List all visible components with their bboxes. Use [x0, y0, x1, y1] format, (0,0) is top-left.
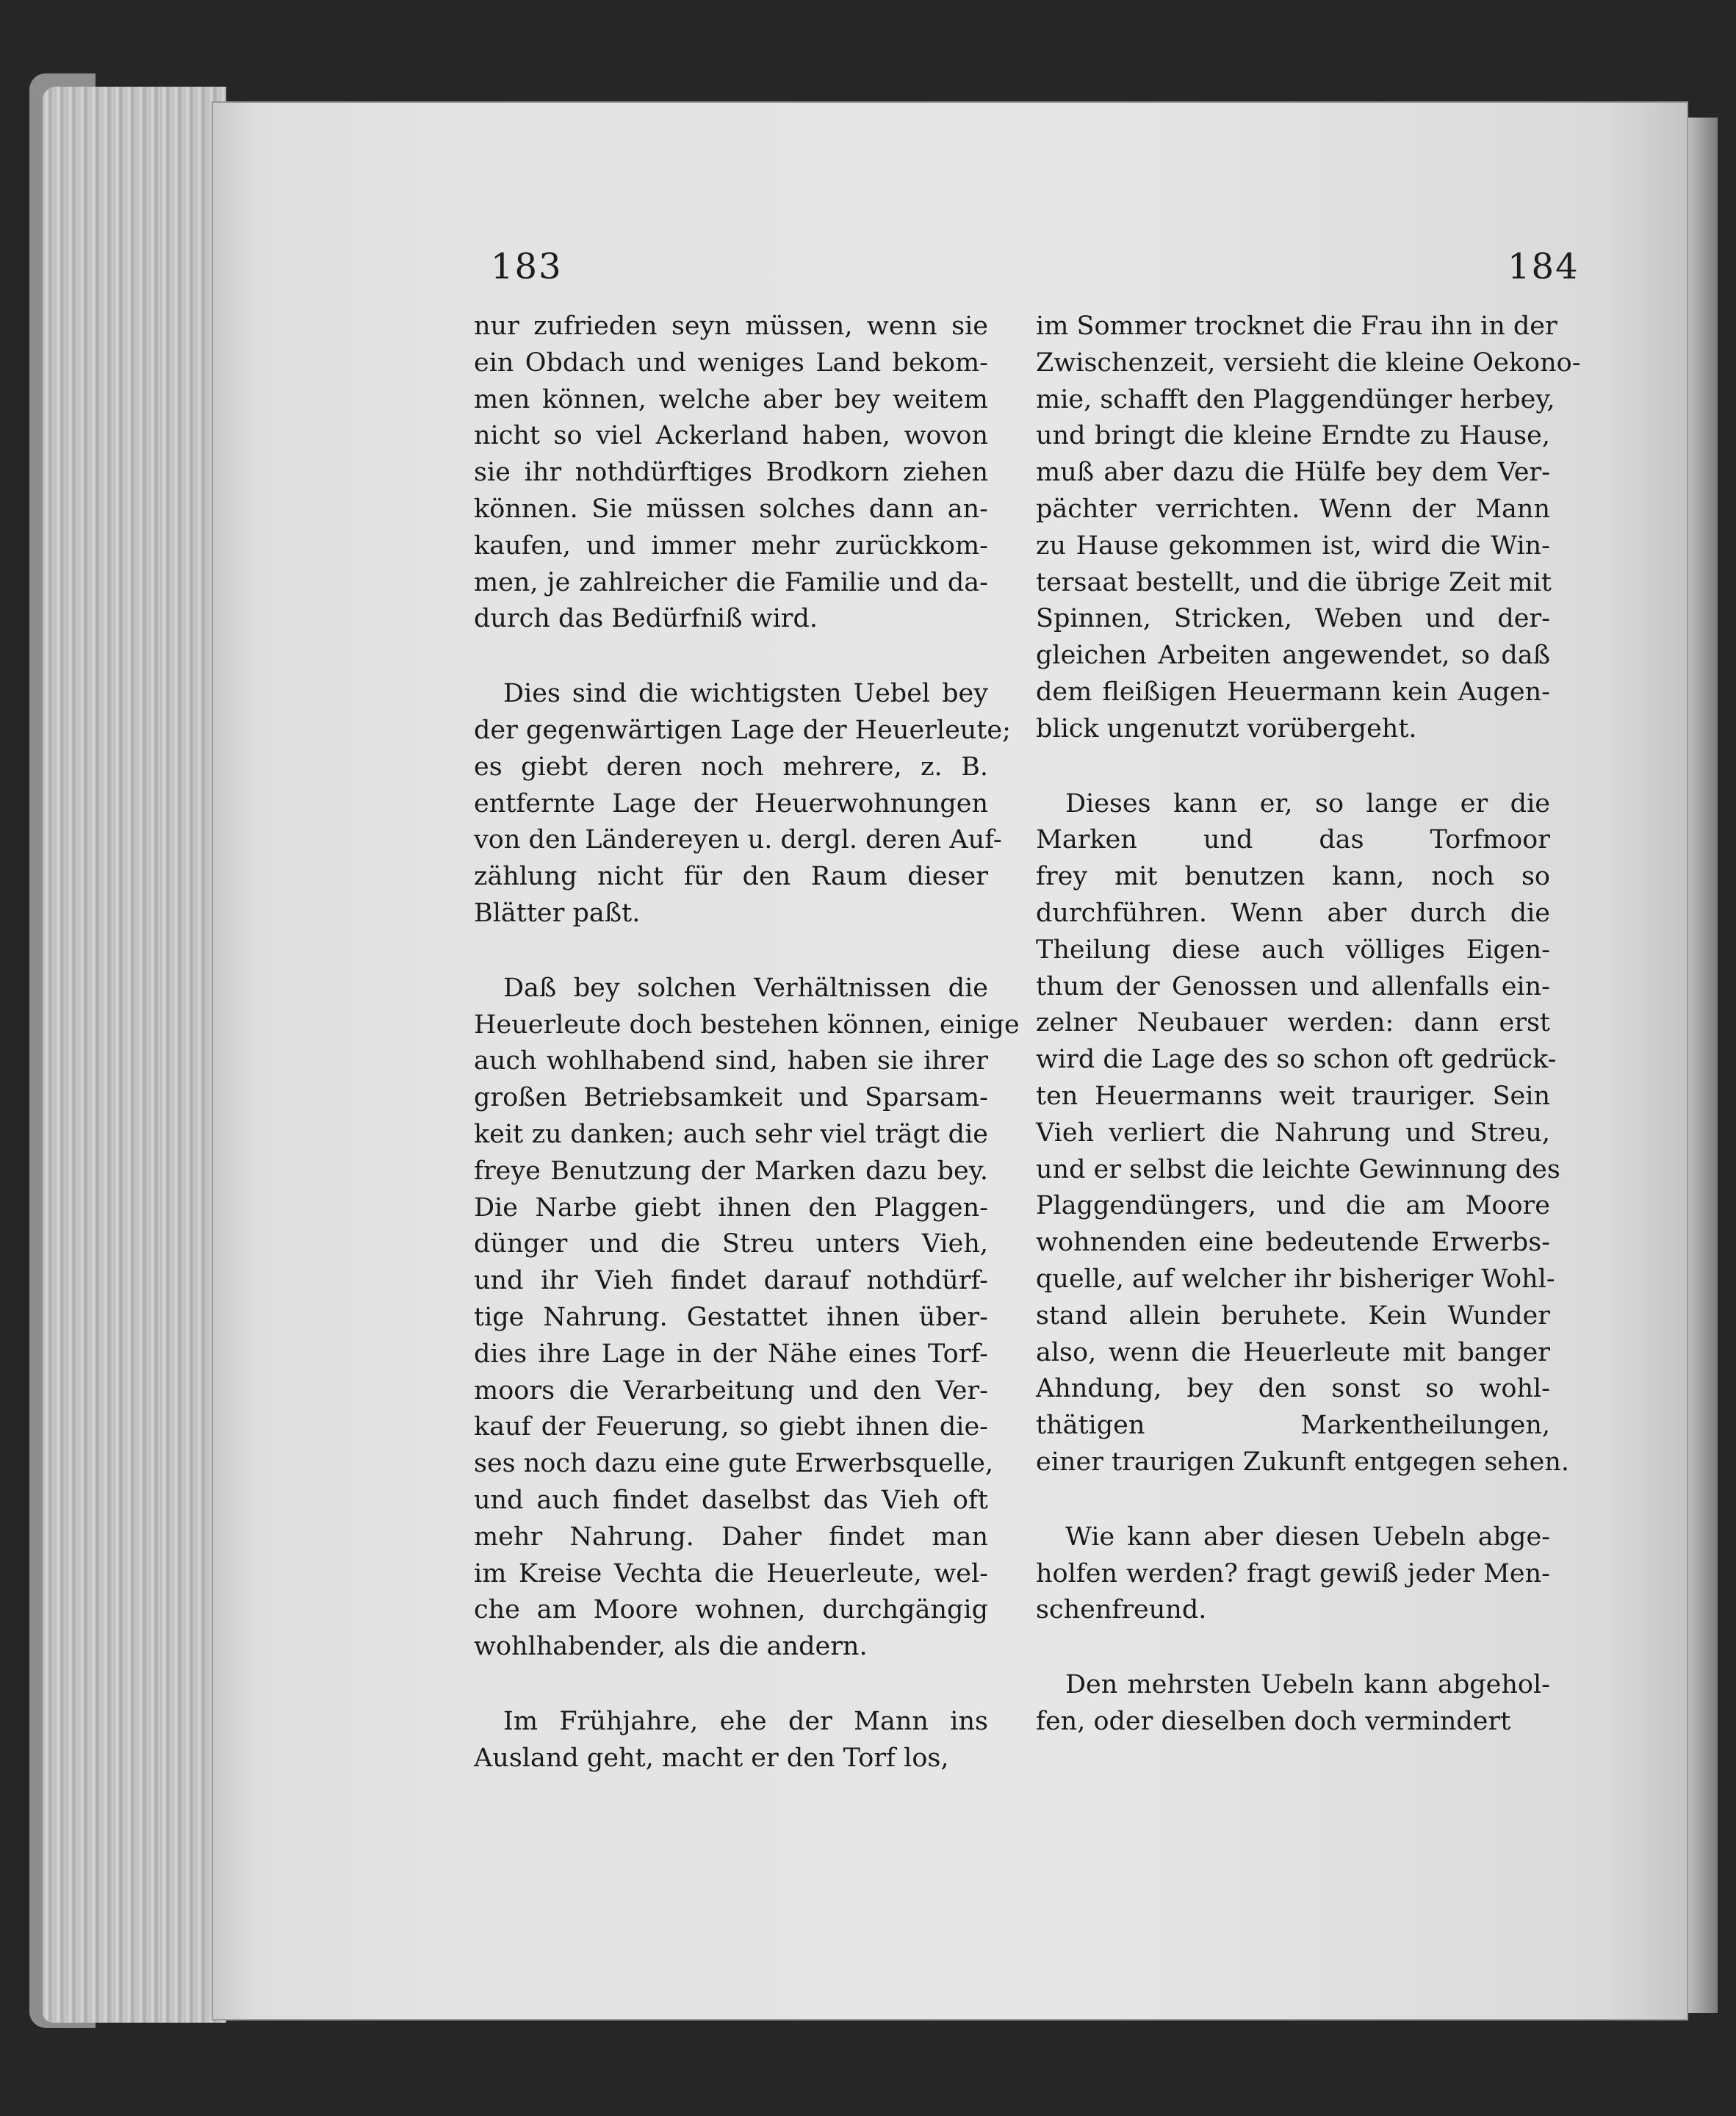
facing-page-edge — [1688, 118, 1718, 2013]
text-line: ten Heuermanns weit trauriger. Sein — [1036, 1081, 1550, 1111]
text-line: mehr Nahrung. Daher findet man — [474, 1522, 988, 1552]
text-line: wird die Lage des so schon oft gedrück- — [1036, 1045, 1557, 1075]
text-line: thätigen Markentheilungen, — [1036, 1411, 1550, 1441]
text-line: blick ungenutzt vorübergeht. — [1036, 713, 1417, 744]
text-line: Zwischenzeit, versieht die kleine Oekono- — [1036, 348, 1581, 378]
text-line: und auch findet daselbst das Vieh oft — [474, 1485, 988, 1515]
text-line: sie ihr nothdürftiges Brodkorn ziehen — [474, 458, 988, 488]
text-line: Im Frühjahre, ehe der Mann ins — [503, 1706, 988, 1736]
text-line: holfen werden? fragt gewiß jeder Men- — [1036, 1558, 1550, 1588]
text-line: nicht so viel Ackerland haben, wovon — [474, 421, 988, 451]
text-line: Vieh verliert die Nahrung und Streu, — [1036, 1118, 1550, 1148]
text-line: und er selbst die leichte Gewinnung des — [1036, 1154, 1560, 1184]
text-line: Dies sind die wichtigsten Uebel bey — [503, 679, 988, 709]
text-line: fen, oder dieselben doch vermindert — [1036, 1706, 1511, 1736]
paragraph — [474, 971, 1020, 1666]
text-line: können. Sie müssen solches dann an- — [474, 494, 988, 524]
text-line: frey mit benutzen kann, noch so — [1036, 862, 1550, 892]
text-line: men, je zahlreicher die Familie und da- — [474, 567, 988, 597]
text-line: nur zufrieden seyn müssen, wenn sie — [474, 312, 988, 341]
text-line: kauf der Feuerung, so giebt ihnen die- — [474, 1412, 988, 1442]
text-line: che am Moore wohnen, durchgängig — [474, 1595, 988, 1625]
text-line: zählung nicht für den Raum dieser — [474, 862, 988, 892]
text-line: durchführen. Wenn aber durch die — [1036, 898, 1550, 928]
text-line: wohlhabender, als die andern. — [474, 1632, 868, 1662]
text-line: dies ihre Lage in der Nähe eines Torf- — [474, 1339, 988, 1369]
text-line: Spinnen, Stricken, Weben und der- — [1036, 604, 1550, 634]
text-line: kaufen, und immer mehr zurückkom- — [474, 530, 988, 561]
text-line: schenfreund. — [1036, 1595, 1207, 1625]
text-line: mie, schafft den Plaggendünger herbey, — [1036, 384, 1555, 414]
paragraph — [1036, 1667, 1550, 1741]
paragraph — [1036, 1519, 1550, 1629]
page-stack-edge — [43, 87, 226, 2023]
paragraph — [474, 1704, 988, 1777]
page-number-right: 184 — [1508, 246, 1580, 287]
page-number-left: 183 — [491, 246, 563, 287]
text-line: also, wenn die Heuerleute mit banger — [1036, 1337, 1550, 1367]
text-line: auch wohlhabend sind, haben sie ihrer — [474, 1046, 988, 1076]
text-line: men können, welche aber bey weitem — [474, 384, 988, 414]
right-text-column — [1036, 309, 1581, 1779]
text-line: ein Obdach und weniges Land bekom- — [474, 348, 988, 378]
paragraph — [474, 676, 1011, 932]
text-line: dünger und die Streu unters Vieh, — [474, 1229, 988, 1259]
text-line: Theilung diese auch völliges Eigen- — [1036, 935, 1550, 965]
text-line: Die Narbe giebt ihnen den Plaggen- — [474, 1192, 988, 1223]
text-line: zelner Neubauer werden: dann erst — [1036, 1008, 1550, 1038]
text-line: freye Benutzung der Marken dazu bey. — [474, 1156, 988, 1186]
text-line: pächter verrichten. Wenn der Mann — [1036, 494, 1550, 524]
text-line: Ausland geht, macht er den Torf los, — [474, 1743, 949, 1773]
text-line: Wie kann aber diesen Uebeln abge- — [1065, 1522, 1550, 1552]
text-line: tige Nahrung. Gestattet ihnen über- — [474, 1302, 988, 1332]
text-line: Heuerleute doch bestehen können, einige — [474, 1010, 1020, 1040]
text-line: von den Ländereyen u. dergl. deren Auf- — [474, 825, 1002, 855]
text-line: wohnenden eine bedeutende Erwerbs- — [1036, 1228, 1550, 1258]
text-line: ses noch dazu eine gute Erwerbsquelle, — [474, 1449, 994, 1479]
text-line: Ahndung, bey den sonst so wohl- — [1036, 1374, 1550, 1404]
text-line: durch das Bedürfniß wird. — [474, 604, 818, 634]
text-line: keit zu danken; auch sehr viel trägt die — [474, 1119, 988, 1149]
text-line: und bringt die kleine Erndte zu Hause, — [1036, 421, 1550, 451]
text-line: und ihr Vieh findet darauf nothdürf- — [474, 1266, 988, 1296]
text-line: Plaggendüngers, und die am Moore — [1036, 1191, 1550, 1221]
text-line: im Kreise Vechta die Heuerleute, wel- — [474, 1558, 988, 1588]
paragraph — [1036, 309, 1581, 748]
text-line: es giebt deren noch mehrere, z. B. — [474, 752, 988, 782]
text-line: dem fleißigen Heuermann kein Augen- — [1036, 677, 1550, 707]
text-line: muß aber dazu die Hülfe bey dem Ver- — [1036, 458, 1550, 488]
text-line: thum der Genossen und allenfalls ein- — [1036, 971, 1550, 1001]
text-line: stand allein beruhete. Kein Wunder — [1036, 1300, 1550, 1331]
paragraph — [1036, 786, 1570, 1481]
text-line: Daß bey solchen Verhältnissen die — [503, 973, 988, 1003]
text-line: im Sommer trocknet die Frau ihn in der — [1036, 312, 1557, 341]
text-line: moors die Verarbeitung und den Ver- — [474, 1375, 988, 1406]
text-line: zu Hause gekommen ist, wird die Win- — [1036, 530, 1550, 561]
text-line: quelle, auf welcher ihr bisheriger Wohl- — [1036, 1264, 1555, 1294]
text-line: Dieses kann er, so lange er die — [1065, 788, 1550, 818]
text-line: Marken und das Torfmoor — [1036, 825, 1550, 855]
text-line: Blätter paßt. — [474, 898, 641, 928]
text-line: tersaat bestellt, und die übrige Zeit mit — [1036, 567, 1552, 597]
text-line: der gegenwärtigen Lage der Heuerleute; — [474, 715, 1011, 745]
left-text-column — [474, 309, 1020, 1815]
text-line: Den mehrsten Uebeln kann abgehol- — [1065, 1670, 1550, 1700]
text-line: gleichen Arbeiten angewendet, so daß — [1036, 641, 1550, 671]
text-line: entfernte Lage der Heuerwohnungen — [474, 788, 988, 818]
text-line: großen Betriebsamkeit und Sparsam- — [474, 1083, 988, 1113]
paragraph — [474, 309, 988, 638]
text-line: einer traurigen Zukunft entgegen sehen. — [1036, 1447, 1570, 1477]
